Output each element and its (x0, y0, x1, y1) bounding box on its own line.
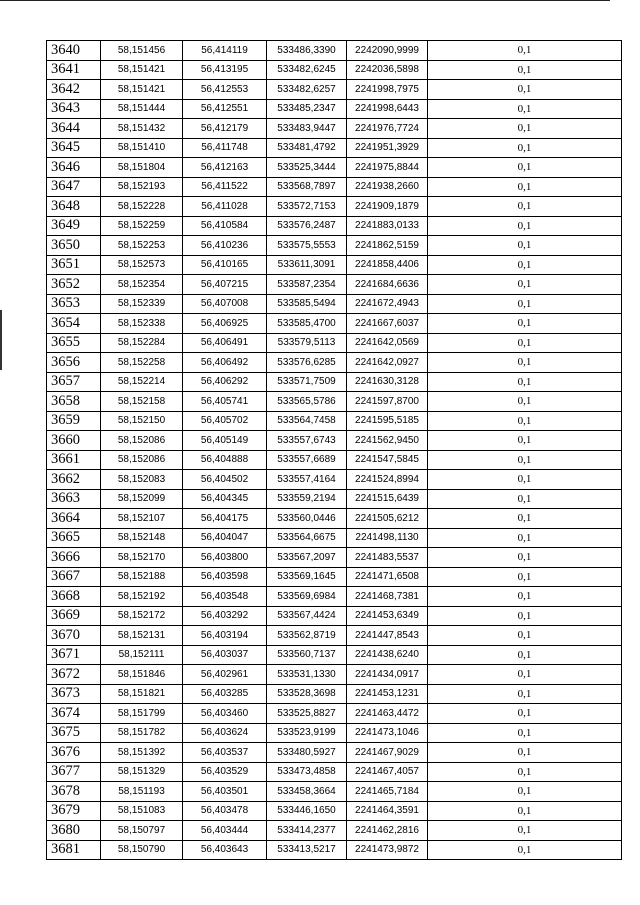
x-coordinate-cell: 533579,5113 (267, 333, 347, 353)
longitude-cell: 56,410165 (183, 255, 267, 275)
accuracy-cell: 0,1 (428, 489, 622, 509)
latitude-cell: 58,151804 (101, 158, 183, 178)
x-coordinate-cell: 533557,6743 (267, 431, 347, 451)
x-coordinate-cell: 533557,6689 (267, 450, 347, 470)
y-coordinate-cell: 2241463,4472 (347, 704, 428, 724)
longitude-cell: 56,403643 (183, 840, 267, 860)
table-row (47, 626, 622, 646)
y-coordinate-cell: 2241467,4057 (347, 762, 428, 782)
point-number-cell: 3662 (47, 470, 101, 490)
point-number-cell: 3678 (47, 782, 101, 802)
latitude-cell: 58,151421 (101, 60, 183, 80)
latitude-cell: 58,152259 (101, 216, 183, 236)
accuracy-cell: 0,1 (428, 119, 622, 139)
point-number-cell: 3659 (47, 411, 101, 431)
latitude-cell: 58,152354 (101, 275, 183, 295)
table-row (47, 294, 622, 314)
x-coordinate-cell: 533525,3444 (267, 158, 347, 178)
longitude-cell: 56,412163 (183, 158, 267, 178)
x-coordinate-cell: 533413,5217 (267, 840, 347, 860)
x-coordinate-cell: 533482,6245 (267, 60, 347, 80)
x-coordinate-cell: 533480,5927 (267, 743, 347, 763)
y-coordinate-cell: 2241858,4406 (347, 255, 428, 275)
y-coordinate-cell: 2241453,6349 (347, 606, 428, 626)
y-coordinate-cell: 2241473,1046 (347, 723, 428, 743)
point-number-cell: 3672 (47, 665, 101, 685)
x-coordinate-cell: 533587,2354 (267, 275, 347, 295)
point-number-cell: 3681 (47, 840, 101, 860)
latitude-cell: 58,152258 (101, 353, 183, 373)
table-row (47, 840, 622, 860)
accuracy-cell: 0,1 (428, 801, 622, 821)
table-row (47, 314, 622, 334)
y-coordinate-cell: 2241547,5845 (347, 450, 428, 470)
accuracy-cell: 0,1 (428, 431, 622, 451)
x-coordinate-cell: 533458,3664 (267, 782, 347, 802)
table-row (47, 138, 622, 158)
y-coordinate-cell: 2241473,9872 (347, 840, 428, 860)
y-coordinate-cell: 2241515,6439 (347, 489, 428, 509)
point-number-cell: 3653 (47, 294, 101, 314)
x-coordinate-cell: 533576,2487 (267, 216, 347, 236)
table-row (47, 704, 622, 724)
accuracy-cell: 0,1 (428, 411, 622, 431)
accuracy-cell: 0,1 (428, 509, 622, 529)
y-coordinate-cell: 2241524,8994 (347, 470, 428, 490)
x-coordinate-cell: 533481,4792 (267, 138, 347, 158)
y-coordinate-cell: 2241862,5159 (347, 236, 428, 256)
longitude-cell: 56,405702 (183, 411, 267, 431)
point-number-cell: 3655 (47, 333, 101, 353)
longitude-cell: 56,403037 (183, 645, 267, 665)
accuracy-cell: 0,1 (428, 762, 622, 782)
latitude-cell: 58,152099 (101, 489, 183, 509)
longitude-cell: 56,403194 (183, 626, 267, 646)
longitude-cell: 56,405741 (183, 392, 267, 412)
latitude-cell: 58,151083 (101, 801, 183, 821)
table-row (47, 353, 622, 373)
latitude-cell: 58,151444 (101, 99, 183, 119)
y-coordinate-cell: 2241453,1231 (347, 684, 428, 704)
table-row (47, 801, 622, 821)
table-row (47, 333, 622, 353)
latitude-cell: 58,152573 (101, 255, 183, 275)
table-row (47, 665, 622, 685)
point-number-cell: 3660 (47, 431, 101, 451)
x-coordinate-cell: 533585,5494 (267, 294, 347, 314)
longitude-cell: 56,404345 (183, 489, 267, 509)
y-coordinate-cell: 2241468,7381 (347, 587, 428, 607)
latitude-cell: 58,152188 (101, 567, 183, 587)
latitude-cell: 58,152228 (101, 197, 183, 217)
point-number-cell: 3675 (47, 723, 101, 743)
point-number-cell: 3647 (47, 177, 101, 197)
longitude-cell: 56,410236 (183, 236, 267, 256)
longitude-cell: 56,404175 (183, 509, 267, 529)
table-row (47, 606, 622, 626)
latitude-cell: 58,152339 (101, 294, 183, 314)
coordinates-table-body (47, 41, 622, 860)
point-number-cell: 3665 (47, 528, 101, 548)
table-row (47, 216, 622, 236)
y-coordinate-cell: 2241998,7975 (347, 80, 428, 100)
y-coordinate-cell: 2241465,7184 (347, 782, 428, 802)
longitude-cell: 56,413195 (183, 60, 267, 80)
point-number-cell: 3663 (47, 489, 101, 509)
x-coordinate-cell: 533523,9199 (267, 723, 347, 743)
y-coordinate-cell: 2241434,0917 (347, 665, 428, 685)
longitude-cell: 56,406292 (183, 372, 267, 392)
longitude-cell: 56,403478 (183, 801, 267, 821)
longitude-cell: 56,403537 (183, 743, 267, 763)
point-number-cell: 3654 (47, 314, 101, 334)
table-row (47, 509, 622, 529)
point-number-cell: 3669 (47, 606, 101, 626)
accuracy-cell: 0,1 (428, 450, 622, 470)
x-coordinate-cell: 533528,3698 (267, 684, 347, 704)
accuracy-cell: 0,1 (428, 138, 622, 158)
table-row (47, 743, 622, 763)
latitude-cell: 58,152284 (101, 333, 183, 353)
x-coordinate-cell: 533569,1645 (267, 567, 347, 587)
accuracy-cell: 0,1 (428, 587, 622, 607)
accuracy-cell: 0,1 (428, 275, 622, 295)
y-coordinate-cell: 2241467,9029 (347, 743, 428, 763)
table-row (47, 275, 622, 295)
table-row (47, 548, 622, 568)
longitude-cell: 56,403285 (183, 684, 267, 704)
y-coordinate-cell: 2241672,4943 (347, 294, 428, 314)
longitude-cell: 56,411748 (183, 138, 267, 158)
accuracy-cell: 0,1 (428, 470, 622, 490)
point-number-cell: 3664 (47, 509, 101, 529)
x-coordinate-cell: 533473,4858 (267, 762, 347, 782)
table-row (47, 177, 622, 197)
table-row (47, 470, 622, 490)
table-row (47, 528, 622, 548)
y-coordinate-cell: 2241998,6443 (347, 99, 428, 119)
latitude-cell: 58,151193 (101, 782, 183, 802)
latitude-cell: 58,152158 (101, 392, 183, 412)
accuracy-cell: 0,1 (428, 333, 622, 353)
accuracy-cell: 0,1 (428, 567, 622, 587)
x-coordinate-cell: 533482,6257 (267, 80, 347, 100)
y-coordinate-cell: 2241938,2660 (347, 177, 428, 197)
table-row (47, 723, 622, 743)
latitude-cell: 58,152086 (101, 431, 183, 451)
accuracy-cell: 0,1 (428, 41, 622, 61)
accuracy-cell: 0,1 (428, 372, 622, 392)
latitude-cell: 58,152253 (101, 236, 183, 256)
y-coordinate-cell: 2241471,6508 (347, 567, 428, 587)
y-coordinate-cell: 2241976,7724 (347, 119, 428, 139)
y-coordinate-cell: 2241464,3591 (347, 801, 428, 821)
longitude-cell: 56,403460 (183, 704, 267, 724)
y-coordinate-cell: 2241447,8543 (347, 626, 428, 646)
accuracy-cell: 0,1 (428, 314, 622, 334)
accuracy-cell: 0,1 (428, 743, 622, 763)
y-coordinate-cell: 2241667,6037 (347, 314, 428, 334)
longitude-cell: 56,403501 (183, 782, 267, 802)
point-number-cell: 3656 (47, 353, 101, 373)
longitude-cell: 56,412551 (183, 99, 267, 119)
table-row (47, 99, 622, 119)
table-row (47, 197, 622, 217)
point-number-cell: 3667 (47, 567, 101, 587)
accuracy-cell: 0,1 (428, 606, 622, 626)
latitude-cell: 58,152214 (101, 372, 183, 392)
x-coordinate-cell: 533559,2194 (267, 489, 347, 509)
point-number-cell: 3673 (47, 684, 101, 704)
x-coordinate-cell: 533560,0446 (267, 509, 347, 529)
table-row (47, 392, 622, 412)
point-number-cell: 3649 (47, 216, 101, 236)
y-coordinate-cell: 2241438,6240 (347, 645, 428, 665)
latitude-cell: 58,151846 (101, 665, 183, 685)
latitude-cell: 58,152170 (101, 548, 183, 568)
x-coordinate-cell: 533567,2097 (267, 548, 347, 568)
y-coordinate-cell: 2241595,5185 (347, 411, 428, 431)
point-number-cell: 3645 (47, 138, 101, 158)
longitude-cell: 56,405149 (183, 431, 267, 451)
x-coordinate-cell: 533575,5553 (267, 236, 347, 256)
longitude-cell: 56,403800 (183, 548, 267, 568)
x-coordinate-cell: 533569,6984 (267, 587, 347, 607)
latitude-cell: 58,151421 (101, 80, 183, 100)
accuracy-cell: 0,1 (428, 158, 622, 178)
accuracy-cell: 0,1 (428, 723, 622, 743)
longitude-cell: 56,403548 (183, 587, 267, 607)
longitude-cell: 56,414119 (183, 41, 267, 61)
latitude-cell: 58,150790 (101, 840, 183, 860)
x-coordinate-cell: 533564,7458 (267, 411, 347, 431)
longitude-cell: 56,402961 (183, 665, 267, 685)
longitude-cell: 56,412179 (183, 119, 267, 139)
page-top-rule (0, 0, 610, 1)
x-coordinate-cell: 533572,7153 (267, 197, 347, 217)
point-number-cell: 3668 (47, 587, 101, 607)
table-row (47, 158, 622, 178)
latitude-cell: 58,152086 (101, 450, 183, 470)
latitude-cell: 58,152192 (101, 587, 183, 607)
x-coordinate-cell: 533585,4700 (267, 314, 347, 334)
x-coordinate-cell: 533611,3091 (267, 255, 347, 275)
latitude-cell: 58,151392 (101, 743, 183, 763)
scan-margin-mark (0, 310, 2, 370)
y-coordinate-cell: 2241505,6212 (347, 509, 428, 529)
y-coordinate-cell: 2242090,9999 (347, 41, 428, 61)
table-row (47, 60, 622, 80)
longitude-cell: 56,412553 (183, 80, 267, 100)
accuracy-cell: 0,1 (428, 80, 622, 100)
table-row (47, 762, 622, 782)
accuracy-cell: 0,1 (428, 353, 622, 373)
latitude-cell: 58,151329 (101, 762, 183, 782)
table-row (47, 645, 622, 665)
accuracy-cell: 0,1 (428, 626, 622, 646)
longitude-cell: 56,403598 (183, 567, 267, 587)
accuracy-cell: 0,1 (428, 197, 622, 217)
accuracy-cell: 0,1 (428, 665, 622, 685)
longitude-cell: 56,406492 (183, 353, 267, 373)
table-row (47, 782, 622, 802)
table-row (47, 587, 622, 607)
accuracy-cell: 0,1 (428, 548, 622, 568)
latitude-cell: 58,152131 (101, 626, 183, 646)
x-coordinate-cell: 533483,9447 (267, 119, 347, 139)
y-coordinate-cell: 2241951,3929 (347, 138, 428, 158)
table-row (47, 821, 622, 841)
accuracy-cell: 0,1 (428, 684, 622, 704)
point-number-cell: 3646 (47, 158, 101, 178)
y-coordinate-cell: 2241498,1130 (347, 528, 428, 548)
x-coordinate-cell: 533564,6675 (267, 528, 347, 548)
accuracy-cell: 0,1 (428, 99, 622, 119)
table-row (47, 41, 622, 61)
table-row (47, 236, 622, 256)
table-row (47, 567, 622, 587)
point-number-cell: 3644 (47, 119, 101, 139)
longitude-cell: 56,407008 (183, 294, 267, 314)
point-number-cell: 3680 (47, 821, 101, 841)
longitude-cell: 56,403444 (183, 821, 267, 841)
y-coordinate-cell: 2241483,5537 (347, 548, 428, 568)
point-number-cell: 3651 (47, 255, 101, 275)
point-number-cell: 3641 (47, 60, 101, 80)
y-coordinate-cell: 2241630,3128 (347, 372, 428, 392)
x-coordinate-cell: 533531,1330 (267, 665, 347, 685)
point-number-cell: 3676 (47, 743, 101, 763)
point-number-cell: 3643 (47, 99, 101, 119)
point-number-cell: 3648 (47, 197, 101, 217)
accuracy-cell: 0,1 (428, 645, 622, 665)
accuracy-cell: 0,1 (428, 821, 622, 841)
table-row (47, 431, 622, 451)
x-coordinate-cell: 533562,8719 (267, 626, 347, 646)
accuracy-cell: 0,1 (428, 60, 622, 80)
point-number-cell: 3652 (47, 275, 101, 295)
table-row (47, 119, 622, 139)
x-coordinate-cell: 533576,6285 (267, 353, 347, 373)
table-row (47, 80, 622, 100)
y-coordinate-cell: 2241684,6636 (347, 275, 428, 295)
latitude-cell: 58,152338 (101, 314, 183, 334)
latitude-cell: 58,151821 (101, 684, 183, 704)
longitude-cell: 56,406925 (183, 314, 267, 334)
point-number-cell: 3658 (47, 392, 101, 412)
y-coordinate-cell: 2241975,8844 (347, 158, 428, 178)
latitude-cell: 58,152083 (101, 470, 183, 490)
point-number-cell: 3650 (47, 236, 101, 256)
longitude-cell: 56,403292 (183, 606, 267, 626)
point-number-cell: 3674 (47, 704, 101, 724)
longitude-cell: 56,411028 (183, 197, 267, 217)
longitude-cell: 56,403624 (183, 723, 267, 743)
accuracy-cell: 0,1 (428, 704, 622, 724)
latitude-cell: 58,152172 (101, 606, 183, 626)
accuracy-cell: 0,1 (428, 216, 622, 236)
table-row (47, 372, 622, 392)
point-number-cell: 3640 (47, 41, 101, 61)
x-coordinate-cell: 533557,4164 (267, 470, 347, 490)
table-row (47, 489, 622, 509)
longitude-cell: 56,404888 (183, 450, 267, 470)
accuracy-cell: 0,1 (428, 255, 622, 275)
longitude-cell: 56,411522 (183, 177, 267, 197)
x-coordinate-cell: 533568,7897 (267, 177, 347, 197)
y-coordinate-cell: 2241562,9450 (347, 431, 428, 451)
accuracy-cell: 0,1 (428, 840, 622, 860)
x-coordinate-cell: 533414,2377 (267, 821, 347, 841)
point-number-cell: 3670 (47, 626, 101, 646)
x-coordinate-cell: 533571,7509 (267, 372, 347, 392)
longitude-cell: 56,407215 (183, 275, 267, 295)
longitude-cell: 56,403529 (183, 762, 267, 782)
longitude-cell: 56,410584 (183, 216, 267, 236)
accuracy-cell: 0,1 (428, 782, 622, 802)
y-coordinate-cell: 2241642,0569 (347, 333, 428, 353)
point-number-cell: 3679 (47, 801, 101, 821)
table-row (47, 684, 622, 704)
x-coordinate-cell: 533446,1650 (267, 801, 347, 821)
latitude-cell: 58,151782 (101, 723, 183, 743)
accuracy-cell: 0,1 (428, 528, 622, 548)
point-number-cell: 3671 (47, 645, 101, 665)
point-number-cell: 3677 (47, 762, 101, 782)
table-row (47, 411, 622, 431)
table-row (47, 450, 622, 470)
latitude-cell: 58,152148 (101, 528, 183, 548)
latitude-cell: 58,151410 (101, 138, 183, 158)
latitude-cell: 58,152111 (101, 645, 183, 665)
point-number-cell: 3642 (47, 80, 101, 100)
x-coordinate-cell: 533525,8827 (267, 704, 347, 724)
x-coordinate-cell: 533486,3390 (267, 41, 347, 61)
x-coordinate-cell: 533567,4424 (267, 606, 347, 626)
y-coordinate-cell: 2242036,5898 (347, 60, 428, 80)
y-coordinate-cell: 2241883,0133 (347, 216, 428, 236)
latitude-cell: 58,152193 (101, 177, 183, 197)
point-number-cell: 3666 (47, 548, 101, 568)
accuracy-cell: 0,1 (428, 177, 622, 197)
y-coordinate-cell: 2241642,0927 (347, 353, 428, 373)
table-row (47, 255, 622, 275)
latitude-cell: 58,152150 (101, 411, 183, 431)
longitude-cell: 56,404047 (183, 528, 267, 548)
latitude-cell: 58,151799 (101, 704, 183, 724)
x-coordinate-cell: 533560,7137 (267, 645, 347, 665)
x-coordinate-cell: 533485,2347 (267, 99, 347, 119)
x-coordinate-cell: 533565,5786 (267, 392, 347, 412)
y-coordinate-cell: 2241597,8700 (347, 392, 428, 412)
longitude-cell: 56,406491 (183, 333, 267, 353)
accuracy-cell: 0,1 (428, 294, 622, 314)
accuracy-cell: 0,1 (428, 392, 622, 412)
accuracy-cell: 0,1 (428, 236, 622, 256)
point-number-cell: 3661 (47, 450, 101, 470)
longitude-cell: 56,404502 (183, 470, 267, 490)
latitude-cell: 58,151456 (101, 41, 183, 61)
y-coordinate-cell: 2241909,1879 (347, 197, 428, 217)
y-coordinate-cell: 2241462,2816 (347, 821, 428, 841)
latitude-cell: 58,150797 (101, 821, 183, 841)
latitude-cell: 58,152107 (101, 509, 183, 529)
point-number-cell: 3657 (47, 372, 101, 392)
coordinates-table (46, 40, 622, 860)
latitude-cell: 58,151432 (101, 119, 183, 139)
